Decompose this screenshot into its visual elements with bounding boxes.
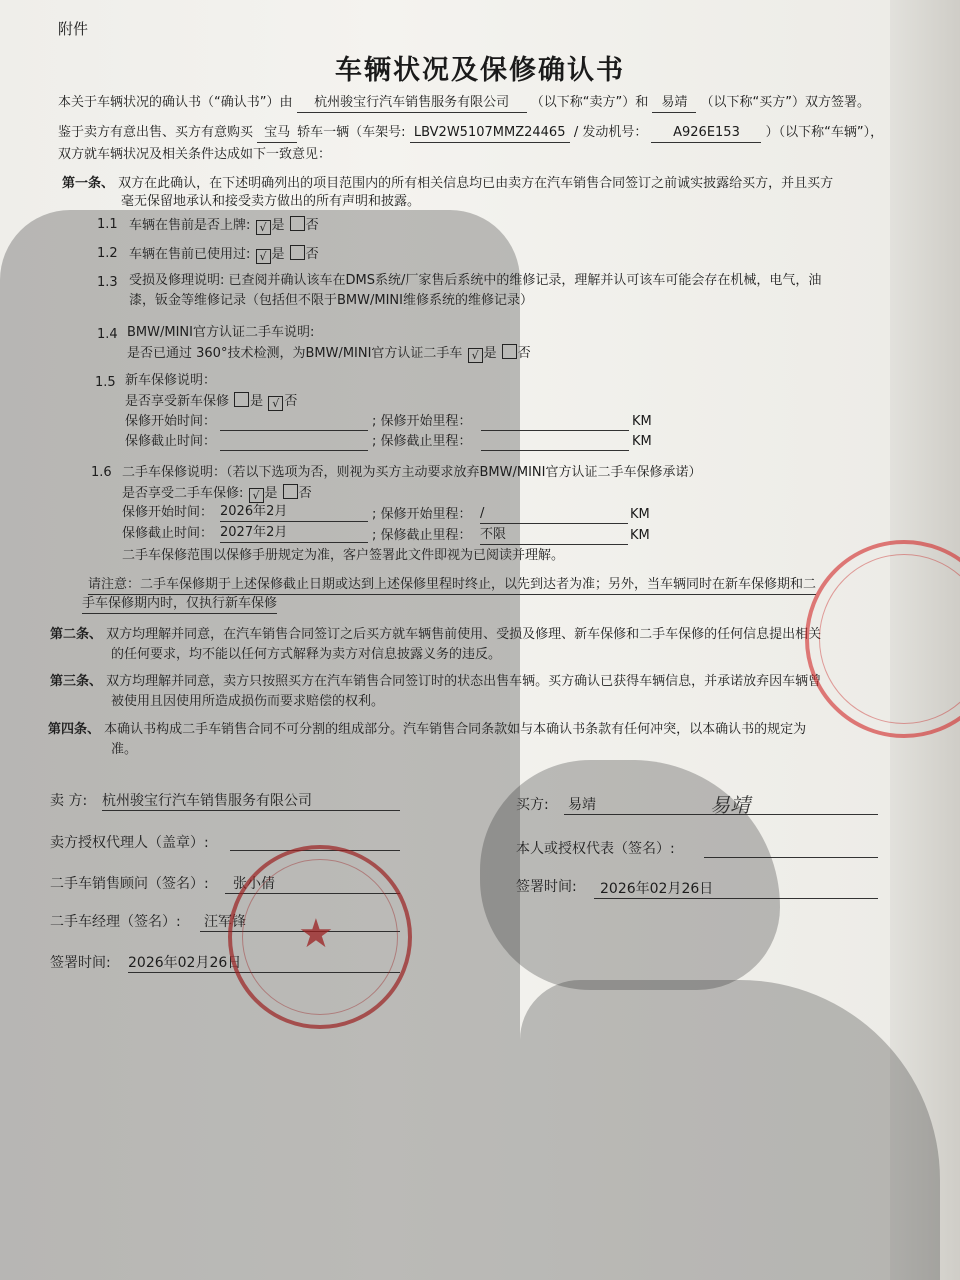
- buyer-name-field: 易靖: [652, 94, 696, 113]
- checkbox-used-yes[interactable]: √: [256, 249, 271, 264]
- article-2-line-1: 第二条、 双方均理解并同意，在汽车销售合同签订之后买方就车辆售前使用、受损及修理、新车保修和二手车保修的任何信息提出相关: [50, 627, 822, 642]
- manager-signature[interactable]: 汪军锋: [200, 913, 400, 932]
- item-1-4-line-2: 是否已通过 360°技术检测，为BMW/MINI官方认证二手车 √ 是 否: [127, 346, 531, 362]
- km-unit: KM: [632, 414, 652, 429]
- checkbox-plated-no[interactable]: [290, 216, 305, 231]
- company-seal-stamp: [228, 845, 412, 1029]
- seller-label: 卖 方:: [50, 793, 88, 809]
- item-1-2-number: 1.2: [97, 246, 118, 261]
- photographer-shadow: [0, 210, 520, 1280]
- seller-date[interactable]: 2026年02月26日: [128, 954, 400, 973]
- photographer-shadow-arm: [520, 980, 940, 1280]
- newcar-start-km-label: ; 保修开始里程：: [372, 414, 472, 429]
- uc-start-time-field[interactable]: 2026年2月: [220, 503, 368, 522]
- item-1-3-line-1: 受损及修理说明: 已查阅并确认该车在DMS系统/厂家售后系统中的维修记录，理解并认可该车可能会存在机械，电气，油: [129, 273, 822, 288]
- buyer-label: 买方:: [516, 797, 549, 813]
- note-line-1: 请注意：二手车保修期于上述保修截止日期或达到上述保修里程时终止，以先到达者为准；另外，当车辆同时在新车保修期和二: [88, 576, 816, 595]
- article-4-line-1: 第四条、 本确认书构成二手车销售合同不可分割的组成部分。汽车销售合同条款如与本确认书条款有任何冲突，以本确认书的规定为: [48, 722, 807, 737]
- km-unit: KM: [630, 507, 650, 522]
- item-1-6-number: 1.6: [91, 465, 112, 480]
- checkbox-used-warranty-yes[interactable]: √: [249, 488, 264, 503]
- newcar-end-time-field[interactable]: [220, 450, 368, 451]
- vin-field: LBV2W5107MMZ24465: [410, 124, 570, 143]
- newcar-end-km-field[interactable]: [481, 450, 629, 451]
- document-title: 车辆状况及保修确认书: [335, 55, 625, 86]
- item-1-1-number: 1.1: [97, 217, 118, 232]
- checkbox-newcar-no[interactable]: √: [268, 396, 283, 411]
- uc-end-km-label: ; 保修截止里程：: [372, 528, 472, 543]
- buyer-date-label: 签署时间:: [516, 879, 577, 895]
- checkbox-used-warranty-no[interactable]: [283, 484, 298, 499]
- engine-field: A926E153: [651, 124, 761, 143]
- item-1-3-line-2: 漆，钣金等维修记录（包括但不限于BMW/MINI维修系统的维修记录）: [129, 293, 533, 308]
- checkbox-certified-yes[interactable]: √: [468, 348, 483, 363]
- brand-field: 宝马: [257, 124, 297, 143]
- seller-name-field: 杭州骏宝行汽车销售服务有限公司: [297, 94, 527, 113]
- item-1-6-line-2: 是否享受二手车保修: √ 是 否: [122, 486, 312, 502]
- intro-line-1: 本关于车辆状况的确认书（“确认书”）由 杭州骏宝行汽车销售服务有限公司 （以下称“卖方”）和 易靖 （以下称“买方”）双方签署。: [58, 94, 870, 113]
- km-unit: KM: [632, 434, 652, 449]
- newcar-start-time-field[interactable]: [220, 430, 368, 431]
- item-1-4-number: 1.4: [97, 327, 118, 342]
- article-3-line-1: 第三条、 双方均理解并同意，卖方只按照买方在汽车销售合同签订时的状态出售车辆。买方确认已获得车辆信息，并承诺放弃因车辆曾: [50, 674, 822, 689]
- buyer-date[interactable]: 2026年02月26日: [594, 880, 878, 899]
- article-4-line-2: 准。: [111, 742, 138, 757]
- seller-date-label: 签署时间:: [50, 955, 111, 971]
- uc-end-time-field[interactable]: 2027年2月: [220, 524, 368, 543]
- item-1-6-line-1: 二手车保修说明：（若以下选项为否，则视为买方主动要求放弃BMW/MINI官方认证二手车保修承诺）: [122, 465, 702, 480]
- newcar-end-km-label: ; 保修截止里程：: [372, 434, 472, 449]
- buyer-handwritten-signature: 易靖: [710, 793, 750, 817]
- uc-end-time-label: 保修截止时间：: [122, 526, 214, 541]
- newcar-start-time-label: 保修开始时间：: [125, 414, 217, 429]
- uc-start-km-label: ; 保修开始里程：: [372, 507, 472, 522]
- newcar-end-time-label: 保修截止时间：: [125, 434, 217, 449]
- article-3-line-2: 被使用且因使用所造成损伤而要求赔偿的权利。: [111, 694, 385, 709]
- item-1-4-line-1: BMW/MINI官方认证二手车说明:: [127, 325, 315, 340]
- uc-start-km-field[interactable]: /: [480, 505, 628, 524]
- manager-label: 二手车经理（签名）:: [50, 914, 181, 930]
- km-unit: KM: [630, 528, 650, 543]
- advisor-label: 二手车销售顾问（签名）:: [50, 876, 209, 892]
- newcar-start-km-field[interactable]: [481, 430, 629, 431]
- uc-start-time-label: 保修开始时间：: [122, 505, 214, 520]
- checkbox-newcar-yes[interactable]: [234, 392, 249, 407]
- buyer-value[interactable]: 易靖: [564, 796, 878, 815]
- item-1-3-number: 1.3: [97, 275, 118, 290]
- item-1-5-line-2: 是否享受新车保修 是 √ 否: [125, 394, 298, 410]
- seller-value[interactable]: 杭州骏宝行汽车销售服务有限公司: [102, 792, 400, 811]
- checkbox-certified-no[interactable]: [502, 344, 517, 359]
- item-1-2: 车辆在售前已使用过: √ 是 否: [129, 247, 319, 263]
- buyer-rep-field[interactable]: [704, 857, 878, 858]
- buyer-rep-label: 本人或授权代表（签名）:: [516, 841, 675, 857]
- checkbox-used-no[interactable]: [290, 245, 305, 260]
- intro-line-3: 双方就车辆状况及相关条件达成如下一致意见：: [58, 147, 332, 162]
- attachment-label: 附件: [58, 20, 89, 38]
- item-1-5-line-1: 新车保修说明：: [125, 373, 217, 388]
- article-1-line-2: 毫无保留地承认和接受卖方做出的所有声明和披露。: [121, 194, 421, 209]
- note-line-2: 手车保修期内时，仅执行新车保修: [82, 595, 277, 614]
- item-1-5-number: 1.5: [95, 375, 116, 390]
- article-1-line-1: 第一条、 双方在此确认，在下述明确列出的项目范围内的所有相关信息均已由卖方在汽车销售合同签订之前诚实披露给买方，并且买方: [62, 176, 834, 191]
- seal-star-icon: ★: [298, 911, 334, 957]
- article-2-line-2: 的任何要求，均不能以任何方式解释为卖方对信息披露义务的违反。: [111, 647, 502, 662]
- advisor-signature[interactable]: 张小倩: [225, 875, 400, 894]
- intro-line-2: 鉴于卖方有意出售、买方有意购买 宝马 轿车一辆（车架号: LBV2W5107MMZ24465 / 发动机号： A926E153 ）（以下称“车辆”），: [58, 124, 883, 143]
- item-1-6-line-3: 二手车保修范围以保修手册规定为准，客户签署此文件即视为已阅读并理解。: [122, 548, 565, 563]
- uc-end-km-field[interactable]: 不限: [480, 526, 628, 545]
- item-1-1: 车辆在售前是否上牌: √ 是 否: [129, 218, 319, 234]
- seller-agent-label: 卖方授权代理人（盖章）:: [50, 835, 209, 851]
- checkbox-plated-yes[interactable]: √: [256, 220, 271, 235]
- company-seal-stamp-partial: [805, 540, 960, 738]
